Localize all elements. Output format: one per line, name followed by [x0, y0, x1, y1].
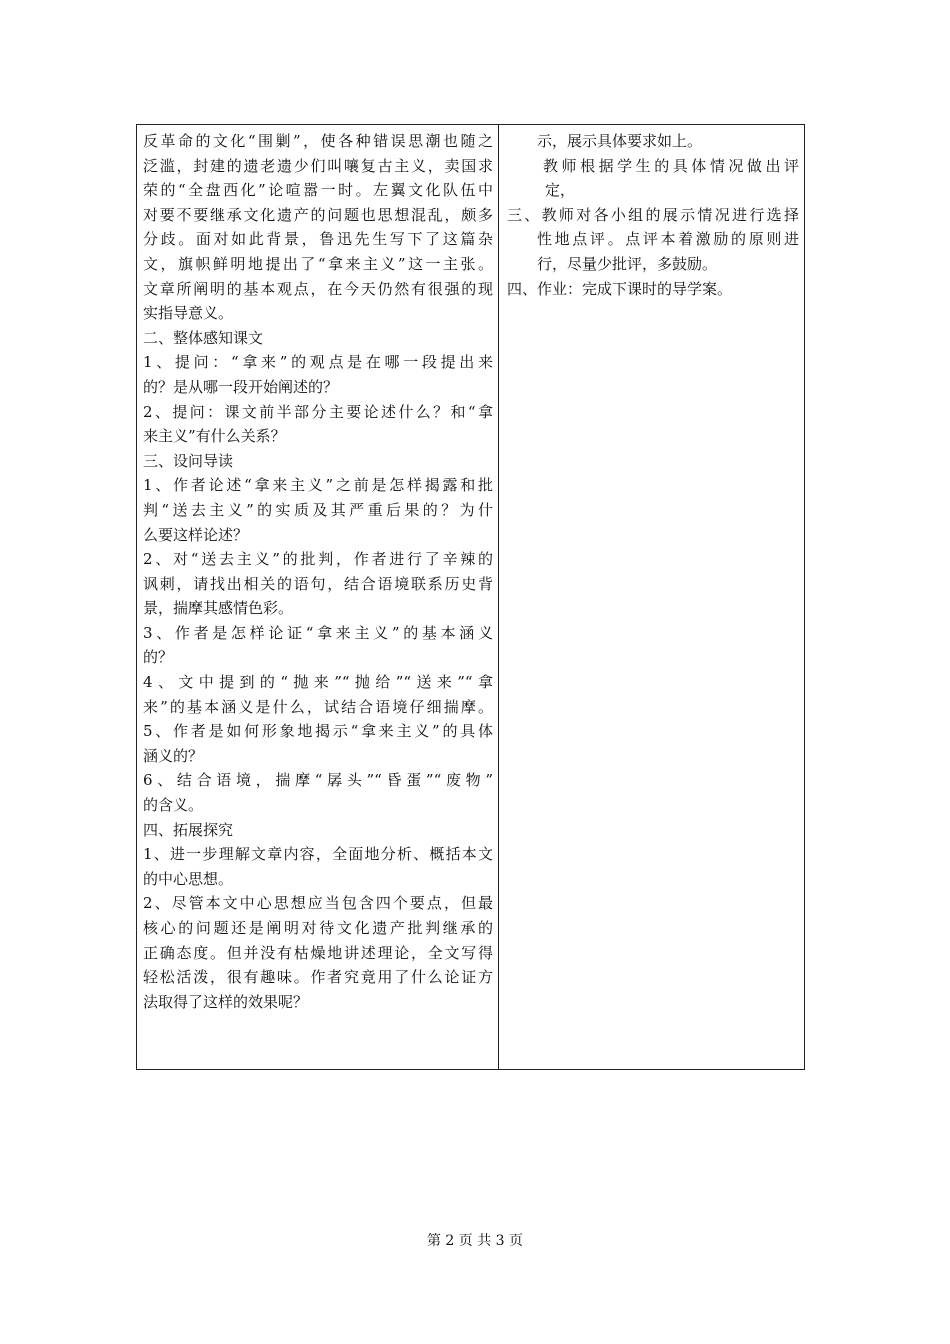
left-text-line: 2、对“送去主义”的批判，作者进行了辛辣的: [143, 550, 493, 569]
left-text-line: 的含义。: [143, 796, 204, 815]
left-text-line: 反革命的文化“围剿”，使各种错误思潮也随之: [143, 132, 493, 150]
left-text-line: 么要这样论述？: [143, 525, 249, 544]
left-text-line: 的？: [143, 648, 174, 667]
right-text-line: 定，: [545, 181, 576, 200]
left-text-line: 讽刺，请找出相关的语句，结合语境联系历史背: [143, 574, 493, 593]
left-text-line: 四、拓展探究: [143, 820, 234, 839]
left-text-line: 三、设问导读: [143, 451, 234, 470]
left-column: [143, 129, 493, 1014]
left-text-line: 文章所阐明的基本观点，在今天仍然有很强的现: [143, 279, 493, 298]
left-text-line: 法取得了这样的效果呢？: [143, 992, 309, 1011]
right-text-line: 性地点评。点评本着激励的原则进: [537, 230, 799, 249]
left-text-line: 来”的基本涵义是什么，试结合语境仔细揣摩。: [143, 697, 493, 716]
right-column: [507, 129, 799, 301]
left-text-line: 2、尽管本文中心思想应当包含四个要点，但最: [143, 894, 493, 913]
left-text-line: 泛滥，封建的遗老遗少们叫嚷复古主义，卖国求: [143, 156, 493, 175]
left-text-line: 的？是从哪一段开始阐述的？: [143, 377, 339, 396]
right-text-line: 行，尽量少批评，多鼓励。: [537, 254, 718, 273]
right-text-line: 三、教师对各小组的展示情况进行选择: [507, 205, 799, 224]
left-text-line: 分歧。面对如此背景，鲁迅先生写下了这篇杂: [143, 230, 493, 249]
left-text-line: 二、整体感知课文: [143, 328, 264, 347]
left-text-line: 正确态度。但并没有枯燥地讲述理论，全文写得: [143, 943, 493, 962]
right-text-line: 教师根据学生的具体情况做出评: [543, 156, 799, 175]
left-text-line: 5、作者是如何形象地揭示“拿来主义”的具体: [143, 722, 493, 741]
right-text-line: 示，展示具体要求如上。: [537, 132, 703, 150]
lesson-plan-table: [136, 124, 805, 1070]
left-text-line: 的中心思想。: [143, 869, 234, 888]
left-text-line: 2、提问：课文前半部分主要论述什么？和“拿: [143, 402, 493, 421]
left-text-line: 涵义的？: [143, 746, 204, 765]
left-text-line: 3、作者是怎样论证“拿来主义”的基本涵义: [143, 623, 493, 642]
left-text-line: 实指导意义。: [143, 304, 234, 323]
left-text-line: 1、作者论述“拿来主义”之前是怎样揭露和批: [143, 476, 493, 495]
left-text-line: 6、结合语境，揣摩“孱头”“昏蛋”“废物”: [143, 771, 493, 790]
column-divider: [498, 125, 499, 1069]
left-text-line: 1、提问：“拿来”的观点是在哪一段提出来: [143, 353, 493, 372]
left-text-line: 1、进一步理解文章内容，全面地分析、概括本文: [143, 845, 493, 864]
left-text-line: 景，揣摩其感情色彩。: [143, 599, 294, 618]
page-footer: 第 2 页 共 3 页: [426, 1233, 524, 1249]
right-text-line: 四、作业：完成下课时的导学案。: [507, 279, 733, 298]
left-text-line: 轻松活泼，很有趣味。作者究竟用了什么论证方: [143, 968, 493, 987]
left-text-line: 判“送去主义”的实质及其严重后果的？为什: [143, 500, 493, 519]
left-text-line: 核心的问题还是阐明对待文化遗产批判继承的: [143, 919, 493, 937]
left-text-line: 来主义”有什么关系？: [143, 427, 286, 446]
left-text-line: 对要不要继承文化遗产的问题也思想混乱，颇多: [143, 205, 493, 224]
left-text-line: 荣的“全盘西化”论喧嚣一时。左翼文化队伍中: [143, 181, 493, 200]
left-text-line: 4、文中提到的“抛来”“抛给”“送来”“拿: [143, 673, 493, 692]
left-text-line: 文，旗帜鲜明地提出了“拿来主义”这一主张。: [143, 254, 493, 273]
